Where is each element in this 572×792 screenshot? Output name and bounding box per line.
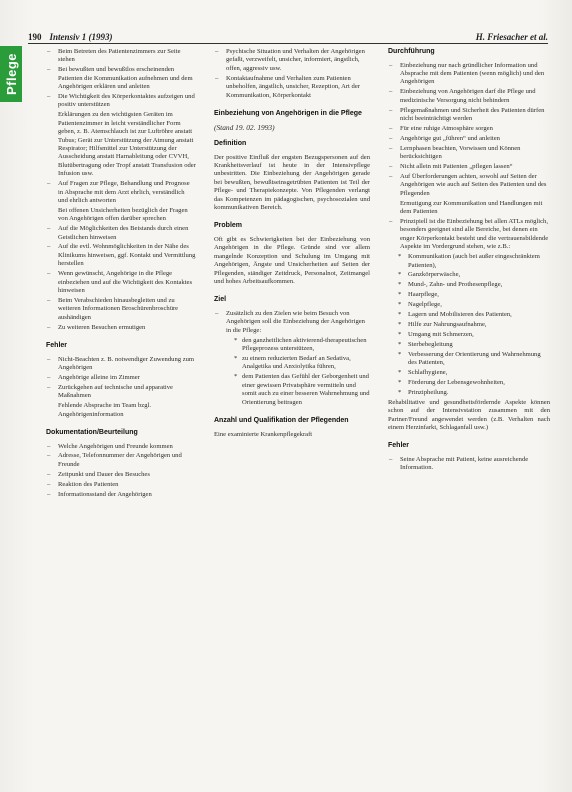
author-citation: H. Friesacher et al. bbox=[475, 32, 548, 42]
section-heading-fehler-2: Fehler bbox=[388, 442, 410, 450]
list-continuation: Erklärungen zu den wichtigsten Geräten im Patientenzimmer in leicht verständlicher Form geben, z. B. Atemschlauch ist zur Luftröhre anstatt Tubus; Gerät zur Unterstützung der Atmung anstatt Respirator; Hilfsmittel zur Unterstützung der Ausscheidung anstatt Harnableitung oder CVVH, Blutübertragung oder Tropf anstatt Transfusion oder Infusion usw. bbox=[58, 111, 196, 178]
list-item: – Einbeziehung nur nach gründlicher Information und Absprache mit dem Patienten (wenn möglich) und den Angehörigen bbox=[388, 62, 550, 87]
paragraph-definition: Der positive Einfluß der engsten Bezugspersonen auf den Krankheitsverlauf ist heute in der Intensivpflege unbestritten. Die Einbeziehung der Angehörigen gerade bei bewußten, bewußtseinsgetrübten Patienten ist Teil der Pflege- und Therapiekonzepte. Von Pflegenden verlangt das Kompetenzen im pädagogischen, psychosozialen und kommunikativen Bereich. bbox=[214, 153, 370, 211]
list-item: * Ganzkörperwäsche, bbox=[388, 271, 550, 279]
list-item: – Reaktion des Patienten bbox=[46, 481, 196, 489]
list-item: – Wenn gewünscht, Angehörige in die Pflege einbeziehen und auf die Wichtigkeit des Kontaktes hinweisen bbox=[46, 270, 196, 295]
list-item: – Auf die Möglichkeiten des Beistands durch einen Geistlichen hinweisen bbox=[46, 225, 196, 242]
list-item: – Zeitpunkt und Dauer des Besuches bbox=[46, 471, 196, 479]
list-col3-mid bbox=[388, 218, 550, 252]
list-col1-fehler bbox=[46, 356, 196, 401]
list-continuation: Fehlende Absprache im Team bzgl. Angehörigeninformation bbox=[58, 402, 151, 418]
list-item: * Schlafhygiene, bbox=[388, 369, 550, 377]
list-col2-ziel-sub bbox=[214, 337, 370, 407]
list-item: – Die Wichtigkeit des Körperkontaktes aufzeigen und positiv unterstützen bbox=[46, 93, 196, 110]
list-item: – Nicht-Beachten z. B. notwendiger Zuwendung zum Angehörigen bbox=[46, 356, 196, 373]
list-item: * Förderung der Lebensgewohnheiten, bbox=[388, 379, 550, 387]
list-item: * Prinzipheilung. bbox=[388, 389, 550, 397]
list-item: – Nicht allein mit Patienten „pflegen lassen“ bbox=[388, 163, 550, 171]
list-item: * Nagelpflege, bbox=[388, 301, 550, 309]
list-item: – Adresse, Telefonnummer der Angehörigen und Freunde bbox=[46, 452, 196, 469]
section-heading-problem: Problem bbox=[214, 222, 243, 230]
list-item: – Pflegemaßnahmen und Sicherheit des Patienten dürfen nicht beeinträchtigt werden bbox=[388, 107, 550, 124]
list-col2-top bbox=[214, 48, 370, 100]
section-heading-definition: Definition bbox=[214, 139, 247, 147]
list-continuation: Bei offenen Unsicherheiten bezüglich der Fragen von Angehörigen offen darüber sprechen bbox=[58, 206, 188, 223]
list-item: * Verbesserung der Orientierung und Wahrnehmung des Patienten, bbox=[388, 351, 550, 368]
list-item: – Auf Überforderungen achten, sowohl auf Seiten der Angehörigen wie auch auf Seiten des Patienten und des Pflegenden bbox=[388, 173, 550, 198]
list-item: * den ganzheitlichen aktivierend-therapeutischen Pflegeprozess unterstützen, bbox=[234, 337, 370, 354]
list-item: – Angehörige gut „führen“ und anleiten bbox=[388, 135, 550, 143]
list-item: – Für eine ruhige Atmosphäre sorgen bbox=[388, 125, 550, 133]
list-item: – Zusätzlich zu den Zielen wie beim Besuch von Angehörigen soll die Einbeziehung der Angehörigen in die Pflege: bbox=[214, 310, 370, 335]
list-item: – Zurückgehen auf technische und apparative Maßnahmen bbox=[46, 384, 196, 401]
column-2 bbox=[214, 48, 370, 443]
section-heading-anzahl: Anzahl und Qualifikation der Pflegenden bbox=[214, 416, 349, 424]
list-continuation: Ermutigung zur Kommunikation und Handlungen mit dem Patienten bbox=[400, 199, 543, 216]
list-item: * Haarpflege, bbox=[388, 291, 550, 299]
list-item: – Auf Fragen zur Pflege, Behandlung und Prognose in Absprache mit dem Arzt ehrlich, verständlich und ehrlich antworten bbox=[46, 180, 196, 205]
header-rule bbox=[28, 43, 548, 44]
list-item: – Seine Absprache mit Patient, keine ausreichende Information. bbox=[388, 456, 550, 473]
list-item: – Kontaktaufnahme und Verhalten zum Patienten unbeholfen, ängstlich, unsicher, Rezeption, Art der Kommunikation, Körperkontakt bbox=[214, 75, 370, 100]
list-item: – Welche Angehörigen und Freunde kommen bbox=[46, 443, 196, 451]
list-col3-fehler bbox=[388, 456, 550, 473]
list-col3-top bbox=[388, 62, 550, 199]
list-item: – Beim Betreten des Patientenzimmers zur Seite stehen bbox=[46, 48, 196, 65]
page-header bbox=[28, 30, 548, 42]
list-item: – Auf die evtl. Wohnmöglichkeiten in der Nähe des Klinikums hinweisen, ggf. Kontakt und Vermittlung herstellen bbox=[46, 243, 196, 268]
list-item: – Psychische Situation und Verhalten der Angehörigen gefaßt, verzweifelt, unsicher, informiert, ängstlich, offen, aggressiv usw. bbox=[214, 48, 370, 73]
column-1 bbox=[46, 48, 196, 500]
list-item: – Beim Verabschieden hinausbegleiten und zu weiteren Informationen Broschürenbroschüre aushändigen bbox=[46, 297, 196, 322]
paragraph-problem: Oft gibt es Schwierigkeiten bei der Einbeziehung von Angehörigen in die Pflege. Gründe sind vor allem mangelnde Konzeption und Schulung im Umgang mit Angehörigen, Ängste und Unsicherheiten auf Seiten der Pflegenden, ständiger Zeitdruck, Personalnot, Zeitmangel und hohes Arbeitsaufkommen. bbox=[214, 235, 370, 285]
section-heading-ziel: Ziel bbox=[214, 296, 227, 304]
list-item: * Mund-, Zahn- und Prothesenpflege, bbox=[388, 281, 550, 289]
list-item: – Lernphasen beachten, Vorwissen und Können berücksichtigen bbox=[388, 145, 550, 162]
side-tab-label: Pflege bbox=[3, 52, 19, 95]
list-item: * Sterbebegleitung bbox=[388, 341, 550, 349]
section-heading-fehler: Fehler bbox=[46, 342, 68, 349]
list-col2-ziel bbox=[214, 310, 370, 335]
journal-citation: Intensiv 1 (1993) bbox=[49, 32, 113, 42]
list-item: – Bei bewußten und bewußtlos erscheinenden Patienten die Kommunikation aufnehmen und dem Angehörigen erklären und anleiten bbox=[46, 66, 196, 91]
section-heading-dokumentation: Dokumentation/Beurteilung bbox=[46, 428, 138, 436]
list-item: * dem Patienten das Gefühl der Geborgenheit und einer gewissen Privatsphäre vermitteln und somit auch zu einer besseren Wahrnehmung und Orientierung beitragen bbox=[234, 373, 370, 407]
list-col1-top bbox=[46, 48, 196, 110]
list-col1-bottom bbox=[46, 225, 196, 332]
list-item: * Umgang mit Schmerzen, bbox=[388, 331, 550, 339]
list-item: – Prinzipiell ist die Einbeziehung bei allen ATLs möglich, besonders geeignet sind alle Bereiche, bei denen ein enger Körperkontakt besteht und die vertrauensbildende Aspekte im Vordergrund stehen, wie z.B.: bbox=[388, 218, 550, 252]
list-item: * Lagern und Mobilisieren des Patienten, bbox=[388, 311, 550, 319]
paragraph-closing: Rehabilitative und gesundheitsfördernde Aspekte können schon auf der Intensivstation zusammen mit den Partner/Freund angewendet werden (z.B. Verhalten nach einem Herzinfarkt, Schlaganfall usw.) bbox=[388, 398, 550, 431]
section-heading-durchfuehrung: Durchführung bbox=[388, 48, 435, 55]
list-col1-mid bbox=[46, 180, 196, 205]
page-number: 190 bbox=[28, 32, 42, 42]
side-tab-pflege bbox=[0, 46, 22, 102]
list-item: – Informationsstand der Angehörigen bbox=[46, 491, 196, 499]
paragraph-anzahl: Eine examinierte Krankenpflegekraft bbox=[214, 430, 313, 438]
list-item: – Angehörige alleine im Zimmer bbox=[46, 374, 196, 382]
list-item: – Zu weiteren Besuchen ermutigen bbox=[46, 324, 196, 332]
column-3 bbox=[388, 48, 550, 474]
list-col1-doku bbox=[46, 443, 196, 499]
section-date: (Stand 19. 02. 1993) bbox=[214, 122, 275, 132]
list-item: * zu einem reduzierten Bedarf an Sedativa, Analgetika und Anxiolytika führen, bbox=[234, 355, 370, 372]
list-item: * Kommunikation (auch bei außer eingeschränktem Patienten), bbox=[388, 253, 550, 270]
list-item: – Einbeziehung von Angehörigen darf die Pflege und medizinische Versorgung nicht behindern bbox=[388, 88, 550, 105]
list-col3-stars bbox=[388, 253, 550, 397]
section-heading-einbeziehung: Einbeziehung von Angehörigen in die Pflege bbox=[214, 109, 362, 117]
list-item: * Hilfe zur Nahrungsaufnahme, bbox=[388, 321, 550, 329]
